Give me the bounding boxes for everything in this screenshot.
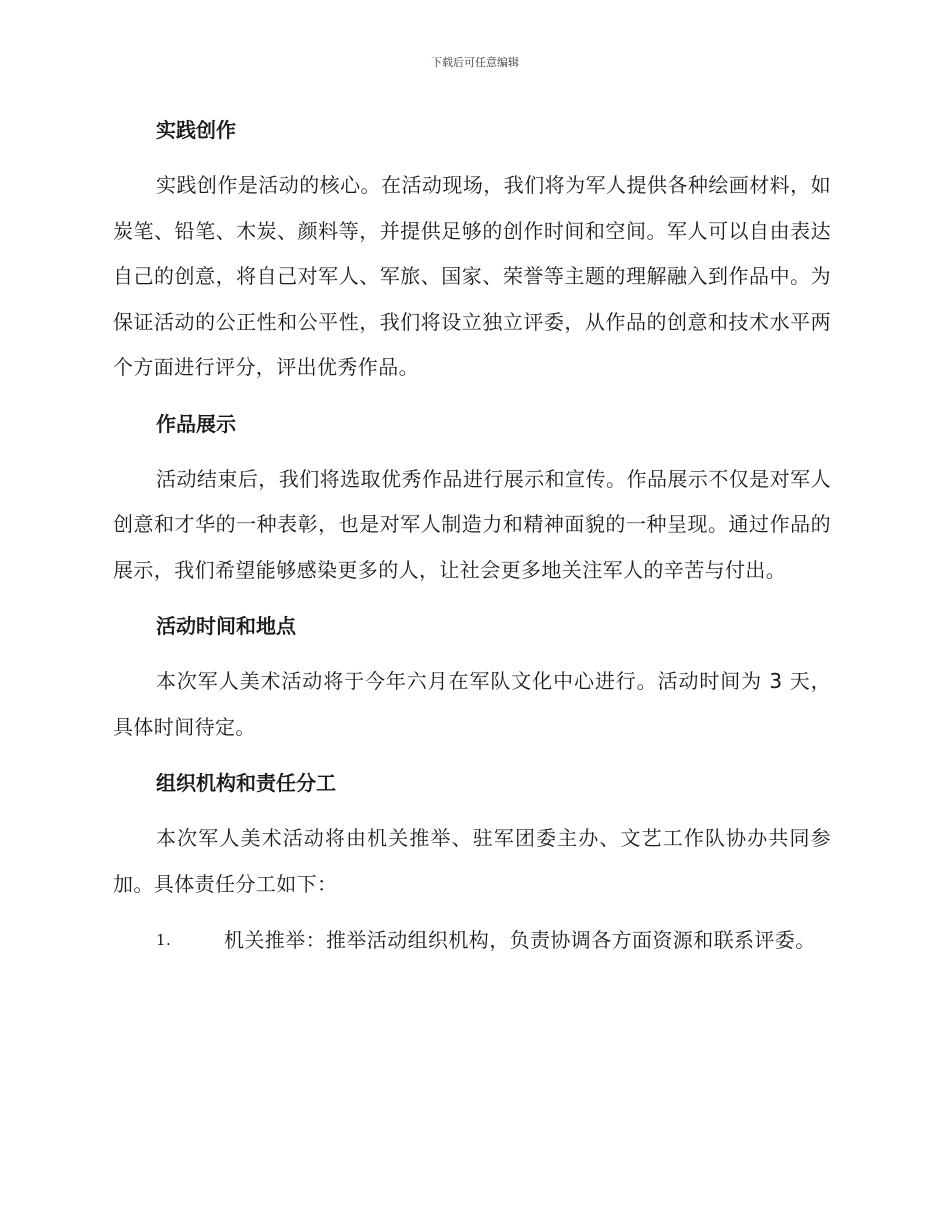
list-item: [113, 918, 831, 964]
document-body: [113, 108, 831, 964]
list-item-text: 机关推举：推举活动组织机构，负责协调各方面资源和联系评委。: [224, 928, 816, 952]
section-heading: 实践创作: [156, 118, 236, 142]
section-heading: 活动时间和地点: [156, 614, 296, 638]
paragraph: 实践创作是活动的核心。在活动现场，我们将为军人提供各种绘画材料，如炭笔、铅笔、木炭、颜料等，并提供足够的创作时间和空间。军人可以自由表达自己的创意，将自己对军人、军旅、国家、荣誉等主题的理解融入到作品中。为保证活动的公正性和公平性，我们将设立独立评委，从作品的创意和技术水平两个方面进行评分，评出优秀作品。: [113, 173, 831, 379]
paragraph: 本次军人美术活动将由机关推举、驻军团委主办、文艺工作队协办共同参加。具体责任分工如下：: [113, 826, 831, 896]
section-heading: 作品展示: [156, 411, 236, 436]
section-heading: 组织机构和责任分工: [156, 771, 336, 795]
page-header: 下载后可任意编辑: [431, 56, 519, 69]
paragraph: 本次军人美术活动将于今年六月在军队文化中心进行。活动时间为 3 天，具体时间待定。: [113, 669, 831, 739]
paragraph: 活动结束后，我们将选取优秀作品进行展示和宣传。作品展示不仅是对军人创意和才华的一种表彰，也是对军人制造力和精神面貌的一种呈现。通过作品的展示，我们希望能够感染更多的人，让社会更多地关注军人的辛苦与付出。: [113, 466, 831, 582]
list-item-number: 1.: [156, 931, 172, 949]
